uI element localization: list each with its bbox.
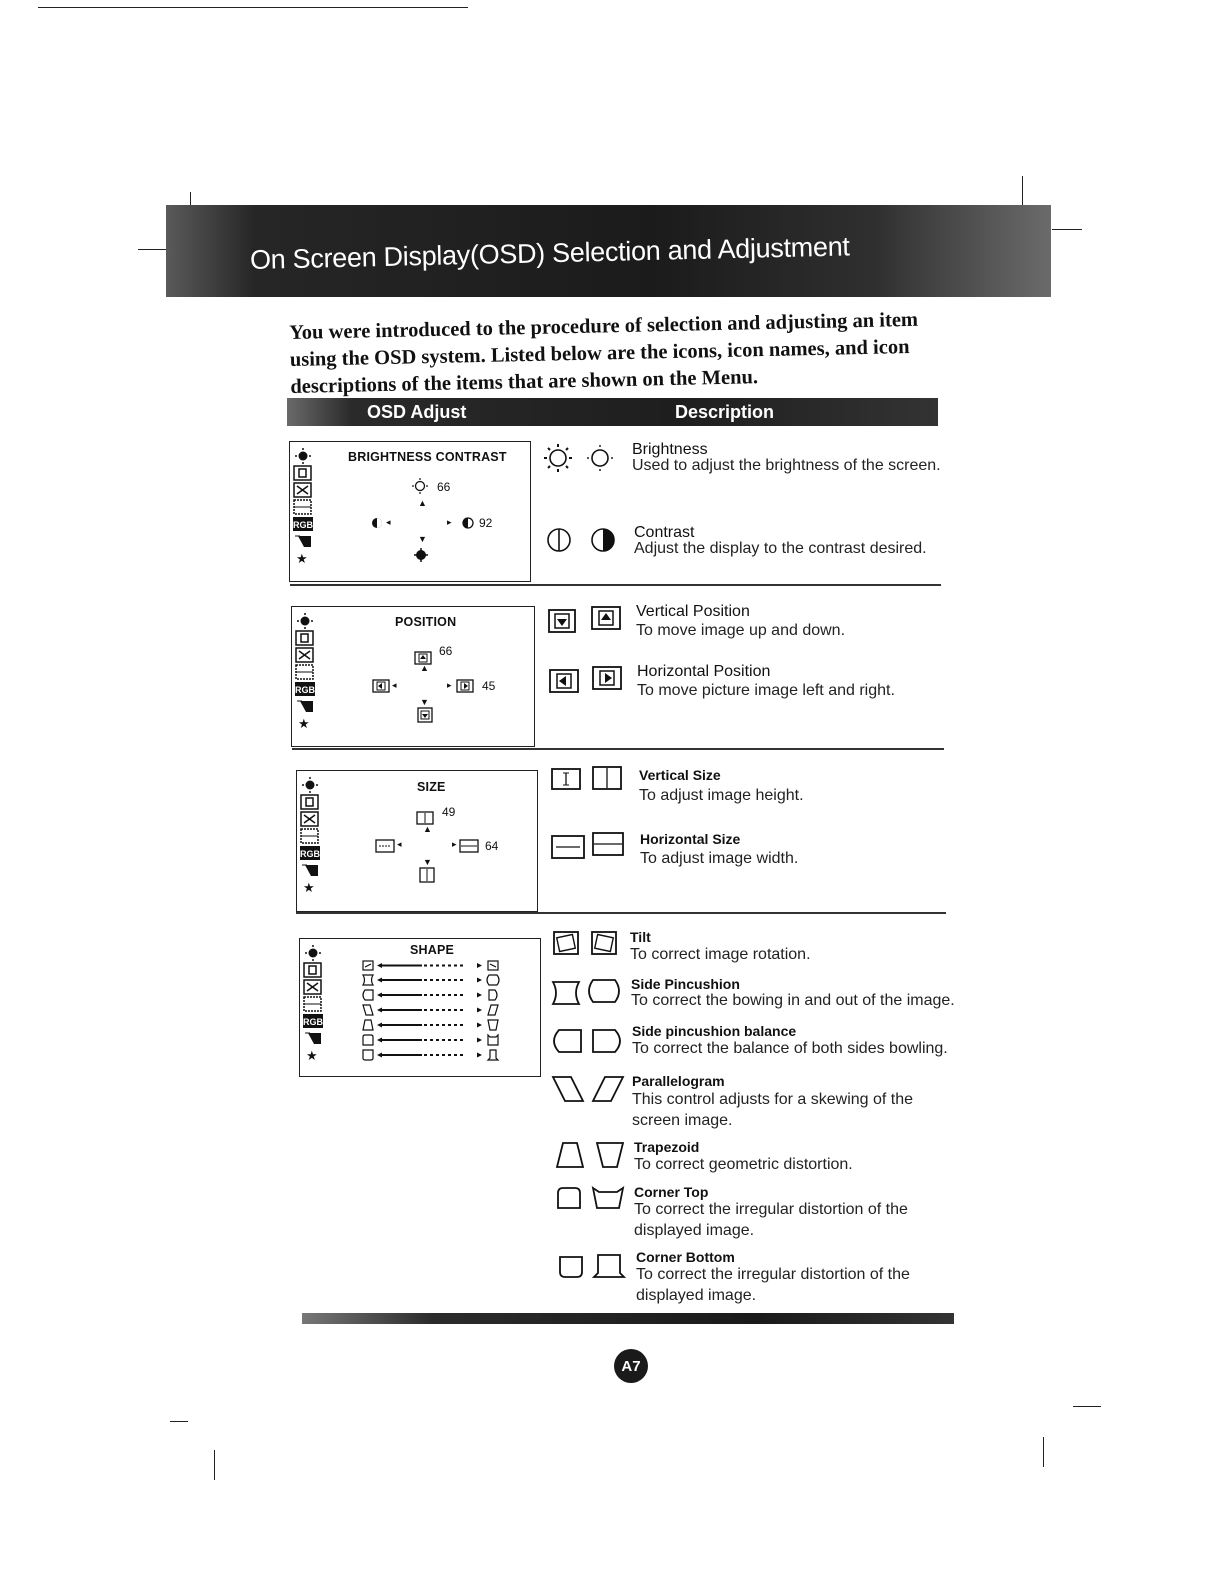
item-desc-horizontal-size: To adjust image width.	[640, 850, 799, 867]
item-name-contrast: Contrast	[634, 524, 695, 541]
pincushion-balance-right-icon	[591, 1028, 623, 1054]
up-arrow-icon: ▲	[418, 498, 427, 508]
item-name-brightness: Brightness	[632, 441, 708, 458]
special-icon	[294, 715, 316, 731]
item-name-corner-top: Corner Top	[634, 1184, 709, 1200]
rgb-icon	[292, 516, 314, 532]
left-arrow-icon: ◂	[386, 517, 391, 527]
brightness-sun-icon	[412, 478, 428, 494]
shape-icon	[299, 828, 321, 844]
crop-mark	[170, 1421, 188, 1422]
item-desc-vertical-size: To adjust image height.	[639, 787, 804, 804]
tracking-icon	[294, 698, 316, 714]
special-icon	[302, 1047, 324, 1063]
svg-text:★: ★	[303, 881, 315, 896]
corner-bottom-rounded-icon	[558, 1255, 584, 1279]
contrast-decrease-icon	[546, 527, 572, 553]
down-arrow-icon: ▼	[423, 857, 432, 867]
item-desc-parallelogram: This control adjusts for a skewing of the screen image.	[632, 1091, 914, 1129]
horizontal-position-right-icon	[456, 679, 474, 693]
osd-menu-shape	[299, 938, 541, 1077]
brightness-icon	[294, 613, 316, 629]
parallelogram-left-icon	[551, 1075, 585, 1103]
pincushion-balance-left-icon	[551, 1028, 583, 1054]
crop-mark-top-left	[38, 7, 468, 8]
tilt-left-icon	[553, 931, 579, 955]
size-icon	[302, 979, 324, 995]
item-desc-horizontal-position: To move picture image left and right.	[637, 682, 895, 699]
contrast-increase-icon	[590, 527, 616, 553]
page-number: A7	[614, 1349, 648, 1383]
item-desc-brightness: Used to adjust the brightness of the screen.	[632, 457, 941, 474]
vertical-position-down-icon	[548, 609, 576, 633]
page-title-bar	[166, 205, 1051, 297]
special-icon	[292, 550, 314, 566]
osd-sidebar	[297, 771, 323, 917]
shape-icon	[292, 499, 314, 515]
section-divider	[292, 748, 944, 750]
left-arrow-icon: ◂	[392, 680, 397, 690]
rgb-icon-label: RGB	[293, 520, 313, 530]
item-name-horizontal-size: Horizontal Size	[640, 831, 741, 847]
horizontal-position-left-icon	[372, 679, 390, 693]
position-icon	[299, 794, 321, 810]
size-icon	[294, 647, 316, 663]
item-desc-trapezoid: To correct geometric distortion.	[634, 1156, 853, 1173]
horizontal-size-small-icon	[375, 839, 395, 853]
horizontal-size-large-icon	[459, 839, 479, 853]
crop-mark	[1052, 229, 1082, 230]
brightness-icon	[299, 777, 321, 793]
right-arrow-icon: ▸	[452, 839, 457, 849]
up-arrow-icon: ▲	[423, 824, 432, 834]
item-desc-tilt: To correct image rotation.	[630, 946, 811, 963]
osd-title: SHAPE	[410, 943, 455, 957]
table-header-description: Description	[675, 402, 775, 422]
horizontal-position-left-icon	[549, 669, 579, 693]
tracking-icon	[299, 862, 321, 878]
tracking-icon	[292, 533, 314, 549]
vertical-size-large-icon	[419, 867, 435, 883]
brightness-icon	[292, 448, 314, 464]
page-title: On Screen Display(OSD) Selection and Adjustment	[249, 231, 850, 275]
crop-mark	[214, 1450, 215, 1480]
svg-text:★: ★	[296, 552, 308, 567]
table-header	[287, 398, 938, 426]
item-name-vertical-position: Vertical Position	[636, 603, 750, 620]
osd-title: BRIGHTNESS CONTRAST	[348, 450, 507, 464]
crop-mark	[1043, 1437, 1044, 1467]
contrast-high-icon	[462, 517, 474, 529]
position-icon	[302, 962, 324, 978]
osd-title: POSITION	[395, 615, 457, 629]
item-desc-side-pincushion-balance: To correct the balance of both sides bowling.	[632, 1040, 948, 1057]
item-name-side-pincushion: Side Pincushion	[631, 976, 740, 992]
crop-mark	[138, 249, 168, 250]
item-name-parallelogram: Parallelogram	[632, 1073, 725, 1089]
osd-sidebar	[292, 607, 318, 752]
item-name-side-pincushion-balance: Side pincushion balance	[632, 1023, 797, 1039]
right-arrow-icon: ▸	[447, 680, 452, 690]
horizontal-size-decrease-icon	[551, 835, 585, 859]
rgb-icon	[299, 845, 321, 861]
section-divider	[290, 584, 941, 586]
brightness-value: 66	[437, 480, 451, 494]
horizontal-position-value: 45	[482, 679, 496, 693]
horizontal-size-value: 64	[485, 839, 499, 853]
tilt-right-icon	[591, 931, 617, 955]
vertical-position-down-icon	[417, 707, 433, 723]
contrast-low-icon	[371, 517, 383, 529]
footer-bar	[302, 1313, 954, 1324]
corner-top-rounded-icon	[556, 1186, 582, 1210]
corner-top-flared-icon	[591, 1186, 625, 1210]
down-arrow-icon: ▼	[420, 697, 429, 707]
osd-sidebar	[290, 442, 316, 587]
tracking-icon	[302, 1030, 324, 1046]
brightness-icon	[302, 945, 324, 961]
item-name-corner-bottom: Corner Bottom	[636, 1249, 735, 1265]
trapezoid-narrow-bottom-icon	[595, 1141, 625, 1169]
table-header-osd-adjust: OSD Adjust	[367, 402, 467, 422]
shape-icon	[294, 664, 316, 680]
intro-paragraph: You were introduced to the procedure of selection and adjusting an item using the OSD system. Listed below are the icons, icon names, and icon descriptions of the items that are shown on the Menu.	[289, 308, 919, 398]
shape-adjust-sliders	[362, 959, 512, 1065]
pincushion-in-icon	[551, 980, 581, 1006]
brightness-decrease-icon	[544, 443, 572, 473]
vertical-size-increase-icon	[592, 766, 622, 790]
left-arrow-icon: ◂	[397, 839, 402, 849]
vertical-size-decrease-icon	[551, 768, 581, 790]
brightness-increase-icon	[586, 443, 614, 473]
crop-mark	[1022, 176, 1023, 206]
rgb-icon-label: RGB	[300, 849, 320, 859]
size-icon	[292, 482, 314, 498]
brightness-low-icon	[414, 548, 428, 562]
osd-menu-size	[296, 770, 538, 912]
item-desc-contrast: Adjust the display to the contrast desired.	[634, 540, 927, 557]
item-name-tilt: Tilt	[630, 929, 651, 945]
item-desc-side-pincushion: To correct the bowing in and out of the image.	[631, 992, 955, 1009]
trapezoid-narrow-top-icon	[555, 1141, 585, 1169]
svg-text:★: ★	[306, 1049, 318, 1064]
rgb-icon	[302, 1013, 324, 1029]
horizontal-size-increase-icon	[592, 832, 624, 856]
rgb-icon-label: RGB	[303, 1017, 323, 1027]
position-icon	[294, 630, 316, 646]
item-desc-corner-top: To correct the irregular distortion of the displayed image.	[634, 1201, 908, 1239]
size-icon	[299, 811, 321, 827]
rgb-icon-label: RGB	[295, 685, 315, 695]
down-arrow-icon: ▼	[418, 534, 427, 544]
position-icon	[292, 465, 314, 481]
vertical-size-value: 49	[442, 805, 456, 819]
shape-icon	[302, 996, 324, 1012]
special-icon	[299, 879, 321, 895]
item-desc-corner-bottom: To correct the irregular distortion of the displayed image.	[636, 1266, 910, 1304]
osd-sidebar	[300, 939, 326, 1082]
vertical-size-icon	[416, 811, 434, 825]
vertical-position-value: 66	[439, 644, 453, 658]
osd-title: SIZE	[417, 780, 446, 794]
rgb-icon	[294, 681, 316, 697]
horizontal-position-right-icon	[592, 666, 622, 690]
parallelogram-right-icon	[591, 1075, 625, 1103]
section-divider	[296, 912, 946, 914]
crop-mark	[1073, 1406, 1101, 1407]
item-name-horizontal-position: Horizontal Position	[637, 663, 771, 680]
vertical-position-up-icon	[591, 606, 621, 630]
up-arrow-icon: ▲	[420, 663, 429, 673]
svg-text:★: ★	[298, 717, 310, 732]
pincushion-out-icon	[587, 978, 621, 1004]
osd-menu-position	[291, 606, 535, 747]
corner-bottom-flared-icon	[592, 1253, 626, 1279]
osd-menu-brightness-contrast	[289, 441, 531, 582]
right-arrow-icon: ▸	[447, 517, 452, 527]
contrast-value: 92	[479, 516, 493, 530]
item-name-vertical-size: Vertical Size	[639, 767, 721, 783]
item-name-trapezoid: Trapezoid	[634, 1139, 700, 1155]
item-desc-vertical-position: To move image up and down.	[636, 622, 846, 639]
